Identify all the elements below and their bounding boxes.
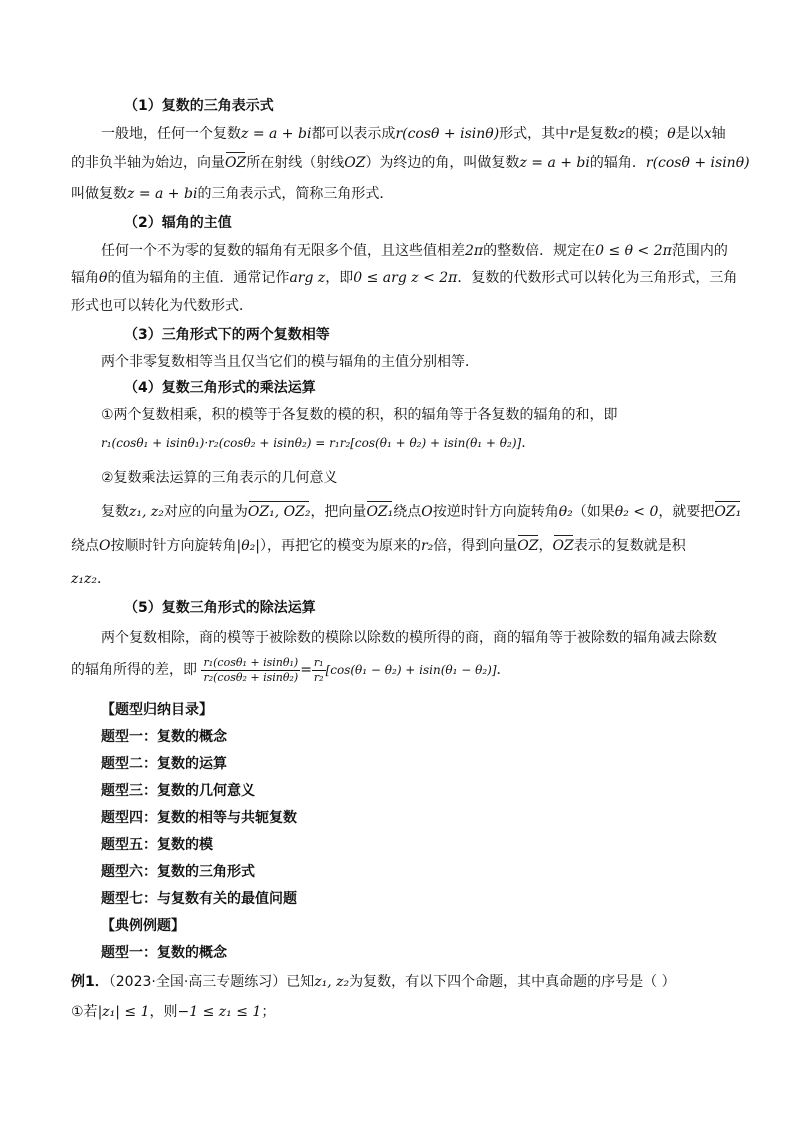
text: ）为终边的角，叫做复数 <box>365 155 520 171</box>
formula: 2π <box>465 243 484 259</box>
text: 的模； <box>625 126 668 142</box>
formula: arg z <box>289 270 326 286</box>
vector-formula: OZ <box>225 155 247 171</box>
example-question <box>71 972 676 992</box>
formula-line <box>101 433 526 453</box>
text: 按逆时针方向旋转角 <box>432 504 559 520</box>
paragraph-line: 两个非零复数相等当且仅当它们的模与辐角的主值分别相等． <box>101 354 479 370</box>
section-heading-3: （3）三角形式下的两个复数相等 <box>124 327 330 343</box>
paragraph-line <box>71 153 750 173</box>
formula: θ₂ < 0 <box>614 504 659 520</box>
section-heading-5: （5）复数三角形式的除法运算 <box>124 600 316 616</box>
catalog-item: 题型三：复数的几何意义 <box>101 783 255 799</box>
paragraph-line <box>101 241 728 261</box>
text: ．复数的代数形式可以转化为三角形式，三角 <box>457 270 738 286</box>
example-option <box>71 1002 275 1022</box>
paragraph-line: 两个复数相除，商的模等于被除数的模除以除数的模所得的商，商的辐角等于被除数的辐角减去除数 <box>101 630 717 646</box>
text: ； <box>261 1004 276 1020</box>
fraction-denominator: r₂(cosθ₂ + isinθ₂) <box>203 670 299 684</box>
paragraph-line <box>71 569 111 589</box>
equals-sign: = <box>300 662 312 678</box>
text: ①若 <box>71 1004 98 1020</box>
formula: −1 ≤ z₁ ≤ 1 <box>177 1004 262 1020</box>
text: 对应的向量为 <box>163 504 248 520</box>
formula: z = a + bi <box>519 155 590 171</box>
formula: z₁z₂ <box>71 571 97 587</box>
formula: O <box>99 538 111 554</box>
text: 复数 <box>101 504 129 520</box>
examples-subheading: 题型一：复数的概念 <box>101 945 227 961</box>
catalog-item: 题型七：与复数有关的最值问题 <box>101 891 297 907</box>
formula: r₂ <box>420 538 434 554</box>
catalog-item: 题型六：复数的三角形式 <box>101 864 255 880</box>
text: （如果 <box>572 504 615 520</box>
formula: z = a + bi <box>127 186 198 202</box>
formula: r(cosθ + isinθ) <box>645 155 750 171</box>
text: 的三角表示式，简称三角形式． <box>197 186 394 202</box>
paragraph-line <box>71 184 393 204</box>
formula: θ <box>99 270 108 286</box>
paragraph-line <box>71 268 737 288</box>
formula: z₁, z₂ <box>314 974 350 990</box>
vector-formula: OZ₁ <box>714 504 742 520</box>
text: 范围内的 <box>671 243 728 259</box>
vector-formula: OZ <box>517 538 539 554</box>
text: 的整数倍．规定在 <box>483 243 596 259</box>
text: 叫做复数 <box>71 186 127 202</box>
text: 绕点 <box>393 504 422 520</box>
multiplication-formula: r₁(cosθ₁ + isinθ₁)·r₂(cosθ₂ + isinθ₂) = r₁r₂[cos(θ₁ + θ₂) + isin(θ₁ + θ₂)] <box>101 436 522 450</box>
paragraph-line <box>71 536 686 556</box>
formula: |z₁| ≤ 1 <box>97 1004 150 1020</box>
formula: r <box>569 126 576 142</box>
formula: 0 ≤ θ < 2π <box>595 243 672 259</box>
fraction-denominator: r₂ <box>313 670 324 684</box>
formula: θ <box>667 126 676 142</box>
paragraph-line <box>101 124 726 144</box>
paragraph-line <box>101 502 741 522</box>
formula: OZ <box>344 155 366 171</box>
formula: z₁, z₂ <box>129 504 164 520</box>
text: 的值为辐角的主值．通常记作 <box>107 270 290 286</box>
text: ． <box>496 662 511 678</box>
fraction <box>312 656 326 685</box>
paragraph-line: 形式也可以转化为代数形式． <box>71 298 253 314</box>
text: ，把向量 <box>310 504 367 520</box>
text: 的辐角． <box>589 155 646 171</box>
formula: x <box>703 126 712 142</box>
vector-formula: OZ₁, OZ₂ <box>247 504 311 520</box>
vector-formula: OZ₁ <box>366 504 394 520</box>
text: 表示的复数就是积 <box>573 538 686 554</box>
formula: O <box>421 504 433 520</box>
fraction-numerator: r₁(cosθ₁ + isinθ₁) <box>203 655 299 669</box>
formula: z <box>617 126 626 142</box>
text: ），再把它的模变为原来的 <box>259 538 421 554</box>
paragraph-line: ②复数乘法运算的三角表示的几何意义 <box>101 470 338 486</box>
formula: r(cosθ + isinθ) <box>395 126 500 142</box>
text: 的非负半轴为始边，向量 <box>71 155 225 171</box>
formula: z = a + bi <box>241 126 312 142</box>
example-label: 例1． <box>71 974 109 990</box>
text: ，则 <box>149 1004 178 1020</box>
text: 一般地，任何一个复数 <box>101 126 241 142</box>
text: 的辐角所得的差，即 <box>71 662 197 678</box>
section-heading-1: （1）复数的三角表示式 <box>124 98 274 114</box>
text: 任何一个不为零的复数的辐角有无限多个值，且这些值相差 <box>101 243 465 259</box>
text: （2023·全国·高三专题练习）已知 <box>108 974 315 990</box>
catalog-item: 题型五：复数的模 <box>101 837 213 853</box>
section-heading-2: （2）辐角的主值 <box>124 215 232 231</box>
text: 都可以表示成 <box>311 126 396 142</box>
text: . <box>521 435 526 451</box>
text: ， <box>538 538 553 554</box>
text: ． <box>96 571 111 587</box>
text: 辐角 <box>71 270 99 286</box>
text: 形式，其中 <box>499 126 570 142</box>
formula: [cos(θ₁ − θ₂) + isin(θ₁ − θ₂)] <box>325 663 497 677</box>
paragraph-line: ①两个复数相乘，积的模等于各复数的模的积，积的辐角等于各复数的辐角的和，即 <box>101 407 618 423</box>
vector-formula: OZ <box>552 538 574 554</box>
text: 轴 <box>711 126 726 142</box>
text: ，即 <box>325 270 354 286</box>
formula: θ₂ <box>558 504 573 520</box>
text: 绕点 <box>71 538 99 554</box>
formula: |θ₂| <box>236 538 260 554</box>
section-heading-4: （4）复数三角形式的乘法运算 <box>124 380 316 396</box>
text: 倍，得到向量 <box>433 538 518 554</box>
catalog-item: 题型二：复数的运算 <box>101 756 227 772</box>
text: 是复数 <box>575 126 618 142</box>
division-formula-line <box>71 654 511 686</box>
fraction <box>201 656 300 685</box>
text: 为复数，有以下四个命题，其中真命题的序号是（ ） <box>349 974 676 990</box>
text: 是以 <box>675 126 704 142</box>
catalog-item: 题型一：复数的概念 <box>101 729 227 745</box>
text: 按顺时针方向旋转角 <box>110 538 237 554</box>
examples-heading: 【典例例题】 <box>101 918 185 934</box>
text: ，就要把 <box>658 504 715 520</box>
text: 所在射线（射线 <box>246 155 345 171</box>
formula: 0 ≤ arg z < 2π <box>353 270 458 286</box>
catalog-item: 题型四：复数的相等与共轭复数 <box>101 810 297 826</box>
catalog-heading: 【题型归纳目录】 <box>101 702 213 718</box>
fraction-numerator: r₁ <box>313 655 324 669</box>
